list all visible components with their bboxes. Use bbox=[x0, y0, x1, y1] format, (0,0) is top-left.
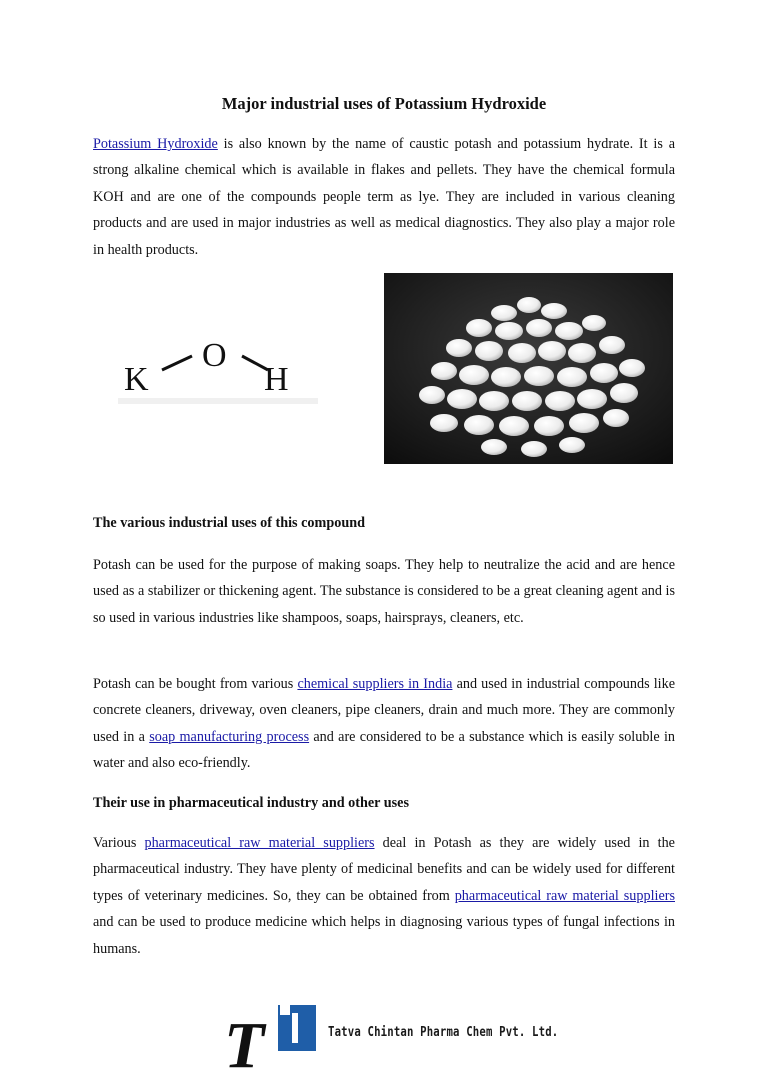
chemical-suppliers-link[interactable]: chemical suppliers in India bbox=[297, 676, 453, 692]
section1-p2-text-c: and are considered to be a substance which is easily soluble in water and also eco-friendly. bbox=[93, 728, 675, 772]
koh-structure-image bbox=[98, 318, 343, 414]
potassium-hydroxide-link[interactable]: Potassium Hydroxide bbox=[93, 136, 218, 152]
section2-p1-text-b: deal in Potash as they are widely used in the pharmaceutical industry. They have plenty of medicinal benefits and can be widely used for different types of veterinary medicines. So, they can be obtained from bbox=[93, 835, 675, 904]
section1-paragraph1 bbox=[93, 552, 675, 631]
intro-text: is also known by the name of caustic potash and potassium hydrate. It is a strong alkaline chemical which is available in flakes and pellets. They have the chemical formula KOH and are one of the compounds people term as lye. They are included in various cleaning products and are used in major industries as well as medical diagnostics. They also play a major role in health products. bbox=[93, 136, 675, 258]
section2-p1-text-a: Various bbox=[93, 835, 145, 851]
company-name: Tatva Chintan Pharma Chem Pvt. Ltd. bbox=[328, 1025, 559, 1040]
section1-heading-block bbox=[93, 510, 675, 536]
soap-manufacturing-link[interactable]: soap manufacturing process bbox=[149, 728, 310, 745]
section1-p2-text-b: and used in industrial compounds like concrete cleaners, driveway, oven cleaners, pipe cleaners, drain and much more. They are commonly used in a bbox=[93, 676, 676, 745]
section2-p1-text-c: and can be used to produce medicine which helps in diagnosing various types of fungal infections in humans. bbox=[93, 914, 675, 957]
section2-heading: Their use in pharmaceutical industry and other uses bbox=[93, 795, 409, 811]
formula-h: H bbox=[264, 361, 289, 398]
section1-paragraph1-text: Potash can be used for the purpose of making soaps. They help to neutralize the acid and are hence used as a stabilizer or thickening agent. The substance is considered to be a great cleaning agent and is so used in various industries like shampoos, soaps, hairsprays, cleaners, etc. bbox=[93, 557, 675, 626]
company-logo bbox=[220, 1005, 316, 1073]
formula-k: K bbox=[124, 361, 149, 398]
section2-heading-block bbox=[93, 790, 675, 816]
formula-o: O bbox=[202, 337, 227, 374]
intro-paragraph bbox=[93, 131, 675, 263]
document-title: Major industrial uses of Potassium Hydroxide bbox=[221, 94, 547, 113]
section1-heading: The various industrial uses of this compound bbox=[93, 515, 365, 531]
koh-pellets-photo bbox=[384, 273, 673, 464]
section1-paragraph2 bbox=[93, 671, 675, 777]
pharma-raw-material-link-2[interactable]: pharmaceutical raw material suppliers bbox=[454, 887, 675, 904]
section2-paragraph1 bbox=[93, 830, 675, 962]
section1-p2-text-a: Potash can be bought from various bbox=[93, 676, 298, 692]
logo-letter: T bbox=[224, 1009, 265, 1073]
pharma-raw-material-link-1[interactable]: pharmaceutical raw material suppliers bbox=[144, 835, 375, 851]
